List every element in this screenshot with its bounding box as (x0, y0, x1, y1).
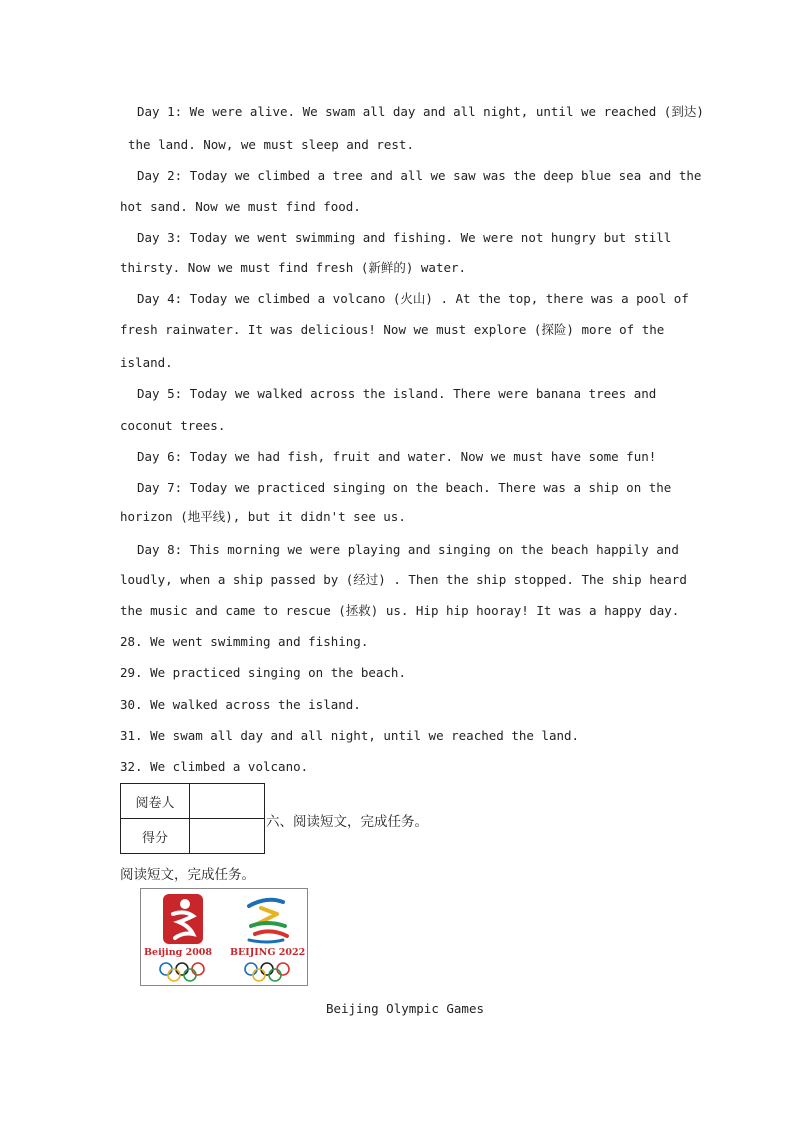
logo-text-2008: Beijing 2008 (144, 947, 213, 958)
reviewer-cell[interactable] (190, 784, 265, 819)
passage-line-day7-cont: horizon (地平线), but it didn't see us. (120, 509, 406, 524)
passage-line-day1-cont: the land. Now, we must sleep and rest. (128, 137, 414, 152)
olympic-rings-icon (157, 961, 207, 983)
passage-line-day2-cont: hot sand. Now we must find food. (120, 199, 361, 214)
passage-line-day6: Day 6: Today we had fish, fruit and water. Now we must have some fun! (137, 449, 657, 464)
passage-line-day1: Day 1: We were alive. We swam all day and all night, until we reached (到达) (137, 104, 704, 119)
passage-line-day2: Day 2: Today we climbed a tree and all we saw was the deep blue sea and the (137, 168, 702, 183)
passage-line-day5: Day 5: Today we walked across the island. There were banana trees and (137, 386, 657, 401)
beijing-2008-emblem (159, 892, 209, 948)
beijing-2022-emblem (237, 892, 297, 948)
statement-item: 32. We climbed a volcano. (120, 759, 309, 774)
image-caption: Beijing Olympic Games (325, 1001, 485, 1016)
passage-line-day7: Day 7: Today we practiced singing on the beach. There was a ship on the (137, 480, 672, 495)
statement-item: 28. We went swimming and fishing. (120, 634, 369, 649)
passage-line-day8-end: the music and came to rescue (拯救) us. Hip hip hooray! It was a happy day. (120, 603, 680, 618)
logo-text-2022: BEIJING 2022 (230, 947, 306, 958)
passage-line-day8: Day 8: This morning we were playing and singing on the beach happily and (137, 542, 679, 557)
passage-line-day4-cont: fresh rainwater. It was delicious! Now we must explore (探险) more of the (120, 322, 665, 337)
passage-line-day5-cont: coconut trees. (120, 418, 226, 433)
passage-line-day4-end: island. (120, 355, 173, 370)
score-cell[interactable] (190, 819, 265, 854)
passage-line-day3: Day 3: Today we went swimming and fishing. We were not hungry but still (137, 230, 672, 245)
score-label: 得分 (121, 819, 190, 854)
statement-item: 31. We swam all day and all night, until we reached the land. (120, 728, 580, 743)
reviewer-label: 阅卷人 (121, 784, 190, 819)
instruction-text: 阅读短文，完成任务。 (120, 867, 255, 883)
score-table (120, 783, 265, 854)
section-title: 六、阅读短文，完成任务。 (266, 814, 428, 830)
passage-line-day8-cont: loudly, when a ship passed by (经过) . Then the ship stopped. The ship heard (120, 572, 687, 587)
olympic-rings-icon (242, 961, 292, 983)
statement-item: 30. We walked across the island. (120, 697, 361, 712)
statement-item: 29. We practiced singing on the beach. (120, 665, 406, 680)
olympic-logos-image (140, 888, 308, 986)
passage-line-day3-cont: thirsty. Now we must find fresh (新鲜的) water. (120, 260, 467, 275)
passage-line-day4: Day 4: Today we climbed a volcano (火山) . At the top, there was a pool of (137, 291, 689, 306)
